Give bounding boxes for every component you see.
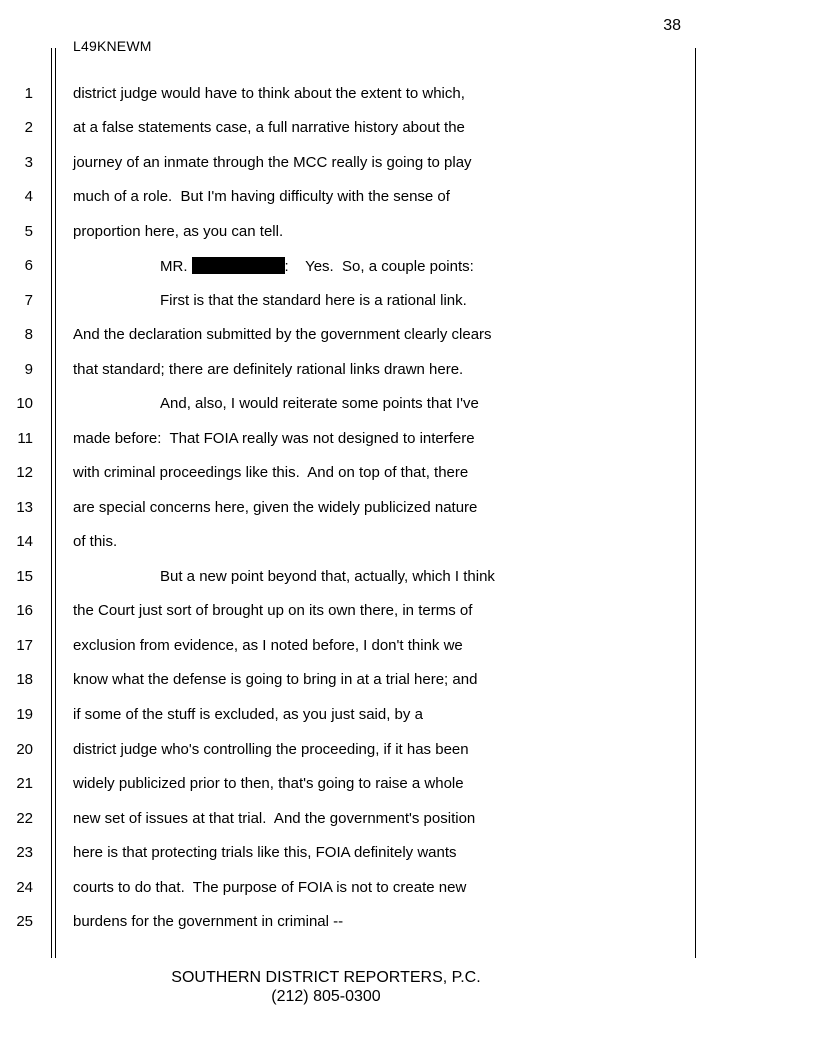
case-header: L49KNEWM bbox=[73, 38, 152, 54]
line-number: 8 bbox=[24, 326, 33, 343]
transcript-line bbox=[0, 85, 700, 119]
line-number: 21 bbox=[16, 775, 33, 792]
transcript-line bbox=[0, 395, 700, 429]
line-text: much of a role. But I'm having difficulty with the sense of bbox=[73, 188, 450, 205]
line-text: And the declaration submitted by the government clearly clears bbox=[73, 326, 492, 343]
line-number: 22 bbox=[16, 810, 33, 827]
line-text: district judge who's controlling the proceeding, if it has been bbox=[73, 741, 469, 758]
transcript-line bbox=[0, 499, 700, 533]
line-number: 20 bbox=[16, 741, 33, 758]
line-text bbox=[160, 257, 474, 275]
line-number: 3 bbox=[24, 154, 33, 171]
reporter-name: SOUTHERN DISTRICT REPORTERS, P.C. bbox=[171, 969, 481, 986]
line-number: 13 bbox=[16, 499, 33, 516]
line-number: 23 bbox=[16, 844, 33, 861]
line-text: if some of the stuff is excluded, as you just said, by a bbox=[73, 706, 423, 723]
line-number: 19 bbox=[16, 706, 33, 723]
transcript-line bbox=[0, 326, 700, 360]
line-text: courts to do that. The purpose of FOIA is not to create new bbox=[73, 879, 467, 896]
transcript-line bbox=[0, 188, 700, 222]
line-text: at a false statements case, a full narrative history about the bbox=[73, 119, 465, 136]
page-number: 38 bbox=[663, 17, 681, 34]
transcript-line bbox=[0, 602, 700, 636]
transcript-line bbox=[0, 913, 700, 947]
line-text: district judge would have to think about the extent to which, bbox=[73, 85, 465, 102]
transcript-line bbox=[0, 879, 700, 913]
line-number: 7 bbox=[24, 292, 33, 309]
line-number: 18 bbox=[16, 671, 33, 688]
line-text: exclusion from evidence, as I noted before, I don't think we bbox=[73, 637, 463, 654]
line-number: 12 bbox=[16, 464, 33, 481]
line-text: burdens for the government in criminal -- bbox=[73, 913, 344, 930]
transcript-line bbox=[0, 810, 700, 844]
line-text: proportion here, as you can tell. bbox=[73, 223, 284, 240]
line-number: 6 bbox=[24, 257, 33, 274]
line-text: new set of issues at that trial. And the government's position bbox=[73, 810, 476, 827]
line-number: 5 bbox=[24, 223, 33, 240]
reporter-phone: (212) 805-0300 bbox=[271, 988, 381, 1005]
line-number: 11 bbox=[17, 430, 33, 447]
transcript-line bbox=[0, 257, 700, 291]
speaker-prefix: MR. bbox=[160, 258, 188, 275]
footer bbox=[0, 968, 652, 1006]
line-text: are special concerns here, given the widely publicized nature bbox=[73, 499, 478, 516]
transcript-line bbox=[0, 361, 700, 395]
transcript-line bbox=[0, 430, 700, 464]
line-text: widely publicized prior to then, that's going to raise a whole bbox=[73, 775, 464, 792]
line-text: But a new point beyond that, actually, which I think bbox=[160, 568, 495, 585]
transcript-line bbox=[0, 741, 700, 775]
transcript-line bbox=[0, 223, 700, 257]
transcript-line bbox=[0, 568, 700, 602]
transcript-line bbox=[0, 775, 700, 809]
line-number: 24 bbox=[16, 879, 33, 896]
line-text: First is that the standard here is a rational link. bbox=[160, 292, 467, 309]
line-number: 25 bbox=[16, 913, 33, 930]
line-number: 2 bbox=[24, 119, 33, 136]
line-text: know what the defense is going to bring in at a trial here; and bbox=[73, 671, 478, 688]
line-number: 4 bbox=[24, 188, 33, 205]
transcript-line bbox=[0, 844, 700, 878]
line-number: 1 bbox=[24, 85, 33, 102]
transcript-line bbox=[0, 292, 700, 326]
line-number: 14 bbox=[16, 533, 33, 550]
line-number: 17 bbox=[16, 637, 33, 654]
transcript-line bbox=[0, 119, 700, 153]
transcript-line bbox=[0, 671, 700, 705]
transcript-line bbox=[0, 154, 700, 188]
line-text: the Court just sort of brought up on its own there, in terms of bbox=[73, 602, 473, 619]
line-number: 16 bbox=[16, 602, 33, 619]
line-number: 10 bbox=[16, 395, 33, 412]
transcript-line bbox=[0, 637, 700, 671]
line-number: 15 bbox=[16, 568, 33, 585]
line-text: of this. bbox=[73, 533, 118, 550]
line-text: journey of an inmate through the MCC really is going to play bbox=[73, 154, 472, 171]
transcript-line bbox=[0, 706, 700, 740]
line-text: here is that protecting trials like this, FOIA definitely wants bbox=[73, 844, 457, 861]
speaker-suffix: : Yes. So, a couple points: bbox=[284, 258, 474, 275]
transcript-line bbox=[0, 533, 700, 567]
line-number: 9 bbox=[24, 361, 33, 378]
line-text: with criminal proceedings like this. And on top of that, there bbox=[73, 464, 469, 481]
line-text: that standard; there are definitely rational links drawn here. bbox=[73, 361, 464, 378]
line-text: And, also, I would reiterate some points that I've bbox=[160, 395, 479, 412]
transcript-line bbox=[0, 464, 700, 498]
line-text: made before: That FOIA really was not designed to interfere bbox=[73, 430, 475, 447]
redaction-box bbox=[192, 257, 285, 274]
